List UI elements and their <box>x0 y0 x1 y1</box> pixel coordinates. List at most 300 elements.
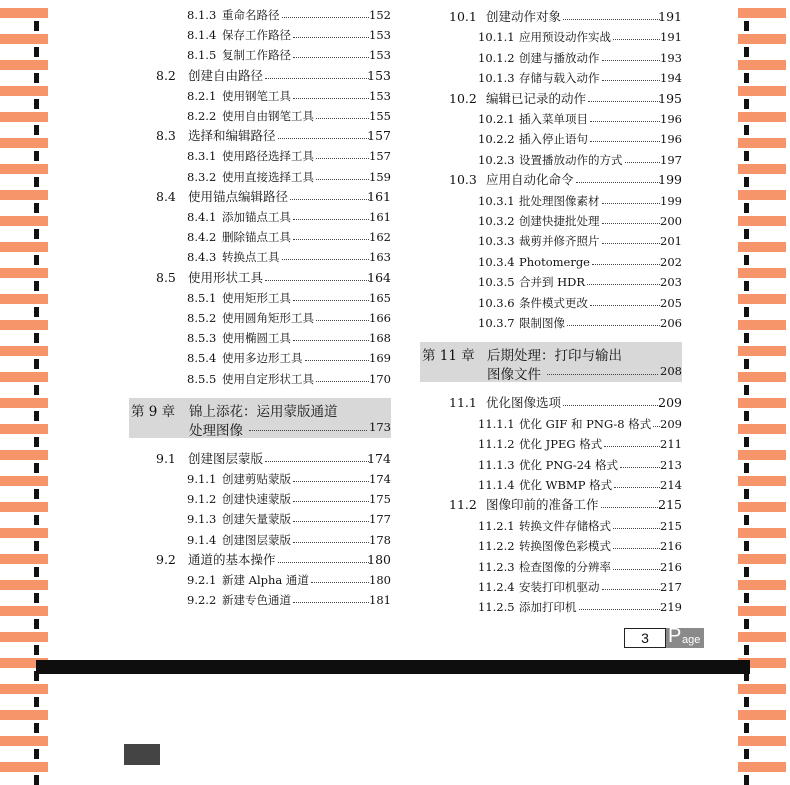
toc-subsection <box>187 168 391 186</box>
entry-title: 插入菜单项目 <box>519 112 588 126</box>
page-ref: 159 <box>369 169 391 184</box>
entry-number: 11.2 <box>449 497 477 513</box>
page-ref: 153 <box>369 88 391 103</box>
entry-title: 使用直接选择工具 <box>222 169 314 184</box>
toc-section <box>449 496 682 514</box>
strip-stripe <box>738 86 786 96</box>
toc-section <box>156 269 391 287</box>
dot-leader <box>293 507 369 522</box>
strip-stripe <box>738 372 786 382</box>
strip-stripe <box>738 710 786 720</box>
strip-mark <box>34 229 39 239</box>
strip-mark <box>744 775 749 785</box>
entry-title: 选择和编辑路径 <box>188 128 276 144</box>
strip-stripe <box>738 294 786 304</box>
strip-stripe <box>0 346 48 356</box>
strip-stripe <box>738 8 786 18</box>
dot-leader <box>293 487 369 502</box>
entry-number: 10.3.3 <box>478 234 515 249</box>
entry-number: 10.1.2 <box>478 50 515 65</box>
page-ref: 161 <box>369 210 391 224</box>
entry-number: 10.3.7 <box>478 316 515 330</box>
strip-mark <box>34 359 39 369</box>
dot-leader <box>563 5 660 20</box>
dot-leader <box>579 595 661 610</box>
dot-leader <box>293 326 369 341</box>
page-ref: 194 <box>660 71 682 86</box>
entry-title: 通道的基本操作 <box>188 551 276 567</box>
toc-subsection <box>478 435 682 453</box>
entry-title: 优化 JPEG 格式 <box>519 437 603 452</box>
dot-leader <box>625 148 661 163</box>
strip-stripe <box>0 502 48 512</box>
entry-number: 8.5.2 <box>187 311 217 325</box>
strip-stripe <box>0 268 48 278</box>
strip-stripe <box>0 294 48 304</box>
strip-stripe <box>738 528 786 538</box>
strip-mark <box>744 411 749 421</box>
page-ref: 216 <box>660 539 682 554</box>
strip-mark <box>744 125 749 135</box>
entry-number: 9.1.4 <box>187 532 217 547</box>
strip-mark <box>744 47 749 57</box>
strip-mark <box>34 255 39 265</box>
strip-stripe <box>0 684 48 694</box>
strip-stripe <box>738 346 786 356</box>
strip-mark <box>744 177 749 187</box>
toc-subsection <box>478 28 682 46</box>
strip-mark <box>744 697 749 707</box>
entry-title: 使用钢笔工具 <box>222 88 291 103</box>
toc-subsection <box>478 212 682 230</box>
left-decorative-strip <box>0 0 48 765</box>
chapter-title: 锦上添花：运用蒙版通道 <box>189 403 338 420</box>
entry-number: 9.2.1 <box>187 573 217 587</box>
page-ref: 219 <box>660 600 682 615</box>
strip-stripe <box>0 554 48 564</box>
entry-number: 11.1.2 <box>478 437 515 452</box>
entry-number: 11.1.3 <box>478 457 515 472</box>
strip-mark <box>34 99 39 109</box>
entry-title: 转换图像色彩模式 <box>519 539 611 554</box>
entry-title: 应用预设动作实战 <box>519 30 611 45</box>
entry-title: 重命名路径 <box>222 8 280 22</box>
dot-leader <box>293 84 369 99</box>
toc-subsection <box>478 314 682 332</box>
page-ref: 201 <box>660 234 682 249</box>
entry-number: 9.1.2 <box>187 492 217 507</box>
entry-number: 10.3.5 <box>478 275 515 290</box>
page-ref: 191 <box>658 9 682 24</box>
entry-title: 创建快速蒙版 <box>222 492 291 507</box>
toc-subsection <box>187 591 391 609</box>
strip-mark <box>34 151 39 161</box>
toc-subsection <box>478 598 682 616</box>
strip-mark <box>34 21 39 31</box>
dot-leader <box>592 250 660 265</box>
toc-subsection <box>187 531 391 549</box>
toc-subsection <box>187 370 391 388</box>
chapter-heading <box>420 342 682 382</box>
toc-section <box>156 67 391 85</box>
strip-mark <box>744 515 749 525</box>
entry-title: 使用椭圆工具 <box>222 331 291 346</box>
page-ref: 163 <box>369 250 391 265</box>
chapter-subtitle: 处理图像 <box>189 422 243 439</box>
page-number-tag <box>624 626 704 648</box>
strip-stripe <box>738 164 786 174</box>
page-ref: 193 <box>660 50 682 65</box>
page-ref: 215 <box>658 497 682 513</box>
page-ref: 213 <box>660 457 682 472</box>
strip-stripe <box>738 398 786 408</box>
strip-mark <box>744 333 749 343</box>
page-ref: 196 <box>660 112 682 126</box>
dot-leader <box>567 311 660 326</box>
strip-mark <box>34 489 39 499</box>
dot-leader <box>563 391 660 406</box>
entry-number: 8.4.3 <box>187 250 217 265</box>
toc-section <box>156 127 391 145</box>
page-ref: 199 <box>660 193 682 208</box>
page-word-initial: P <box>668 625 682 647</box>
strip-mark <box>34 47 39 57</box>
entry-number: 8.2.2 <box>187 109 217 123</box>
page-ref: 153 <box>367 67 391 83</box>
dot-leader <box>590 127 660 142</box>
strip-stripe <box>0 372 48 382</box>
strip-mark <box>744 255 749 265</box>
strip-stripe <box>0 34 48 44</box>
page-ref: 195 <box>658 90 682 106</box>
toc-subsection <box>478 415 682 433</box>
entry-number: 10.3.1 <box>478 193 515 208</box>
page-ref: 173 <box>369 419 391 434</box>
toc-subsection <box>478 578 682 596</box>
dot-leader <box>602 189 661 204</box>
toc-subsection <box>187 470 391 488</box>
toc-subsection <box>187 309 391 327</box>
dot-leader <box>293 286 369 301</box>
strip-stripe <box>738 268 786 278</box>
entry-number: 8.2 <box>156 67 176 83</box>
dot-leader <box>316 104 369 119</box>
entry-title: 使用自由钢笔工具 <box>222 109 314 123</box>
dot-leader <box>282 245 370 260</box>
strip-stripe <box>738 424 786 434</box>
toc-subsection <box>478 253 682 271</box>
page-ref: 162 <box>369 230 391 245</box>
entry-title: 使用路径选择工具 <box>222 149 314 164</box>
chapter-title: 后期处理：打印与输出 <box>487 348 622 365</box>
dot-leader <box>293 588 369 603</box>
strip-mark <box>34 203 39 213</box>
entry-number: 10.2.1 <box>478 112 515 126</box>
toc-subsection <box>478 232 682 250</box>
entry-title: 批处理图像素材 <box>519 193 600 208</box>
strip-stripe <box>0 190 48 200</box>
entry-title: 添加锚点工具 <box>222 210 291 224</box>
entry-number: 9.1 <box>156 450 176 466</box>
toc-subsection <box>187 147 391 165</box>
strip-stripe <box>738 34 786 44</box>
entry-title: 限制图像 <box>519 316 565 330</box>
strip-mark <box>744 359 749 369</box>
toc-subsection <box>478 69 682 87</box>
toc-subsection <box>187 571 391 589</box>
toc-subsection <box>478 517 682 535</box>
entry-number: 9.1.3 <box>187 512 217 527</box>
strip-stripe <box>0 736 48 746</box>
entry-number: 8.5 <box>156 269 176 285</box>
strip-mark <box>744 593 749 603</box>
strip-mark <box>34 411 39 421</box>
toc-subsection <box>187 349 391 367</box>
entry-title: 转换文件存储格式 <box>519 518 611 533</box>
entry-title: 优化 PNG-24 格式 <box>519 457 619 472</box>
dot-leader <box>604 432 660 447</box>
entry-number: 8.3.1 <box>187 149 217 164</box>
entry-title: 新建 Alpha 通道 <box>222 573 309 587</box>
strip-mark <box>744 567 749 577</box>
entry-title: 转换点工具 <box>222 250 280 265</box>
entry-title: 使用形状工具 <box>188 269 264 285</box>
entry-title: 删除锚点工具 <box>222 230 291 245</box>
page-ref: 191 <box>660 30 682 45</box>
toc-subsection <box>187 107 391 125</box>
dot-leader <box>602 575 661 590</box>
strip-mark <box>34 541 39 551</box>
dot-leader <box>590 291 660 306</box>
toc-subsection <box>187 208 391 226</box>
dot-leader <box>316 144 369 159</box>
strip-mark <box>34 645 39 655</box>
toc-section <box>156 551 391 569</box>
strip-stripe <box>0 528 48 538</box>
entry-number: 10.3.6 <box>478 295 515 310</box>
page-ref: 203 <box>660 275 682 290</box>
toc-subsection <box>478 192 682 210</box>
strip-stripe <box>0 450 48 460</box>
dot-leader <box>614 473 660 488</box>
entry-number: 9.2 <box>156 551 176 567</box>
page-ref: 209 <box>658 395 682 411</box>
entry-title: 添加打印机 <box>519 600 577 615</box>
strip-mark <box>744 489 749 499</box>
strip-mark <box>744 463 749 473</box>
page-ref: 214 <box>660 478 682 492</box>
toc-subsection <box>187 46 391 64</box>
entry-title: 设置播放动作的方式 <box>519 152 623 167</box>
dot-leader <box>602 66 661 81</box>
strip-stripe <box>738 606 786 616</box>
toc-subsection <box>187 87 391 105</box>
entry-title: 条件模式更改 <box>519 295 588 310</box>
toc-subsection <box>478 49 682 67</box>
strip-mark <box>34 697 39 707</box>
entry-title: 创建与播放动作 <box>519 50 600 65</box>
entry-number: 8.4 <box>156 188 176 204</box>
entry-number: 11.1.1 <box>478 416 515 431</box>
strip-mark <box>744 437 749 447</box>
strip-stripe <box>738 554 786 564</box>
dot-leader <box>602 209 661 224</box>
toc-subsection <box>478 558 682 576</box>
page-ref: 155 <box>369 109 391 123</box>
strip-stripe <box>738 684 786 694</box>
toc-subsection <box>187 228 391 246</box>
strip-stripe <box>0 710 48 720</box>
page-ref: 205 <box>660 295 682 310</box>
strip-mark <box>34 73 39 83</box>
entry-number: 11.2.3 <box>478 559 515 574</box>
corner-tab <box>124 744 160 765</box>
toc-section <box>156 188 391 206</box>
dot-leader <box>282 3 370 18</box>
strip-mark <box>34 307 39 317</box>
entry-title: 编辑已记录的动作 <box>486 90 587 106</box>
entry-number: 9.1.1 <box>187 472 217 486</box>
page-ref: 152 <box>369 8 391 22</box>
entry-number: 8.5.5 <box>187 371 217 386</box>
toc-subsection <box>478 476 682 494</box>
page-ref: 153 <box>369 48 391 63</box>
dot-leader <box>293 467 369 482</box>
dot-leader <box>547 360 658 375</box>
strip-mark <box>34 515 39 525</box>
strip-stripe <box>0 606 48 616</box>
entry-number: 10.3 <box>449 172 477 188</box>
strip-mark <box>744 73 749 83</box>
dot-leader <box>620 453 660 468</box>
toc-subsection <box>478 110 682 128</box>
strip-stripe <box>0 86 48 96</box>
strip-stripe <box>0 424 48 434</box>
entry-title: 创建图层蒙版 <box>188 450 264 466</box>
strip-stripe <box>738 450 786 460</box>
strip-mark <box>744 541 749 551</box>
dot-leader <box>293 225 369 240</box>
strip-mark <box>744 229 749 239</box>
entry-title: 保存工作路径 <box>222 28 291 43</box>
toc-section <box>449 394 682 412</box>
strip-mark <box>34 281 39 291</box>
entry-title: 复制工作路径 <box>222 48 291 63</box>
page-ref: 217 <box>660 580 682 594</box>
entry-number: 11.2.4 <box>478 580 515 594</box>
entry-number: 11.1.4 <box>478 478 515 492</box>
entry-title: 优化 WBMP 格式 <box>519 478 613 492</box>
toc-subsection <box>478 537 682 555</box>
entry-title: 使用矩形工具 <box>222 290 291 305</box>
dot-leader <box>602 229 661 244</box>
chapter-subtitle: 图像文件 <box>487 367 541 384</box>
strip-mark <box>34 567 39 577</box>
entry-number: 11.2.5 <box>478 600 515 615</box>
strip-mark <box>744 203 749 213</box>
entry-number: 11.2.1 <box>478 518 515 533</box>
toc-subsection <box>187 490 391 508</box>
page-ref: 165 <box>369 290 391 305</box>
entry-title: 插入停止语句 <box>519 132 588 147</box>
page-ref: 209 <box>660 416 682 431</box>
entry-title: 合并到 HDR <box>519 275 586 290</box>
entry-number: 11.2.2 <box>478 539 515 554</box>
strip-mark <box>34 463 39 473</box>
dot-leader <box>311 568 369 583</box>
entry-number: 8.1.3 <box>187 8 217 22</box>
entry-title: 使用锚点编辑路径 <box>188 188 289 204</box>
entry-title: Photomerge <box>519 254 590 269</box>
entry-title: 优化图像选项 <box>486 395 562 411</box>
toc-subsection <box>187 329 391 347</box>
strip-stripe <box>738 502 786 512</box>
strip-mark <box>744 645 749 655</box>
entry-number: 10.2.2 <box>478 132 515 147</box>
dot-leader <box>265 266 369 281</box>
dot-leader <box>278 124 369 139</box>
dot-leader <box>293 43 369 58</box>
strip-stripe <box>738 632 786 642</box>
page-ref: 181 <box>369 593 391 608</box>
entry-number: 8.1.4 <box>187 28 217 43</box>
dot-leader <box>305 346 370 361</box>
entry-number: 8.5.1 <box>187 290 217 305</box>
toc-subsection <box>187 510 391 528</box>
page-ref: 196 <box>660 132 682 147</box>
strip-mark <box>34 749 39 759</box>
strip-stripe <box>0 8 48 18</box>
page-ref: 177 <box>369 512 391 527</box>
entry-title: 创建图层蒙版 <box>222 532 291 547</box>
dot-leader <box>316 367 369 382</box>
entry-number: 8.4.2 <box>187 230 217 245</box>
entry-number: 8.1.5 <box>187 48 217 63</box>
toc-section <box>449 90 682 108</box>
strip-mark <box>744 281 749 291</box>
strip-stripe <box>0 476 48 486</box>
entry-title: 图像印前的准备工作 <box>486 497 599 513</box>
entry-title: 使用自定形状工具 <box>222 371 314 386</box>
dot-leader <box>265 447 369 462</box>
page-ref: 164 <box>367 269 391 285</box>
entry-title: 创建动作对象 <box>486 9 562 24</box>
strip-stripe <box>0 164 48 174</box>
strip-stripe <box>0 632 48 642</box>
strip-stripe <box>738 242 786 252</box>
page-ref: 215 <box>660 518 682 533</box>
page-ref: 211 <box>660 437 682 452</box>
page-number: 3 <box>624 628 666 648</box>
page-ref: 206 <box>660 316 682 330</box>
entry-number: 10.2 <box>449 90 477 106</box>
footer-rule <box>36 660 750 674</box>
entry-number: 10.2.3 <box>478 152 515 167</box>
dot-leader <box>316 306 369 321</box>
strip-stripe <box>0 60 48 70</box>
entry-title: 创建自由路径 <box>188 67 264 83</box>
entry-number: 10.3.4 <box>478 254 515 269</box>
page-ref: 197 <box>660 152 682 167</box>
strip-stripe <box>738 216 786 226</box>
page-ref: 161 <box>367 188 391 204</box>
strip-mark <box>744 151 749 161</box>
page-ref: 200 <box>660 214 682 228</box>
toc-section <box>449 8 682 26</box>
toc-subsection <box>478 294 682 312</box>
entry-title: 存储与载入动作 <box>519 71 600 86</box>
dot-leader <box>590 107 660 122</box>
